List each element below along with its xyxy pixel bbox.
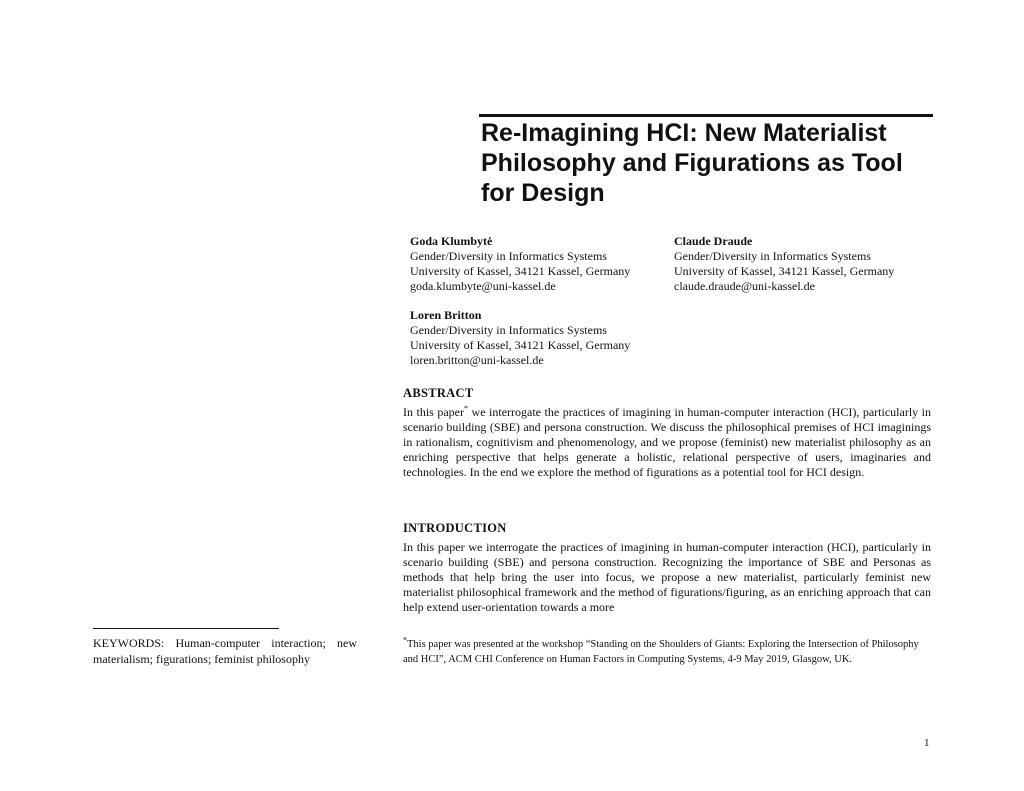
author-name: Loren Britton [410,308,482,322]
author-department: Gender/Diversity in Informatics Systems [674,249,871,263]
footnote-mark: * [403,635,407,645]
abstract-text [403,405,931,480]
abstract-text-start: In this paper [403,405,465,419]
author-affiliation: University of Kassel, 34121 Kassel, Germany [410,338,631,352]
author-department: Gender/Diversity in Informatics Systems [410,249,607,263]
author-name: Claude Draude [674,234,753,248]
keywords-rule [93,628,279,629]
footnote-text: This paper was presented at the workshop “Standing on the Shoulders of Giants: Exploring the Intersection of Philosophy and HCI”, ACM CHI Conference on Human Factors in Computing Systems, 4-9 May 2019, Glasgow, UK. [403,639,919,665]
author-email: loren.britton@uni-kassel.de [410,353,544,367]
author-name: Goda Klumbytė [410,234,493,248]
author-affiliation: University of Kassel, 34121 Kassel, Germany [410,264,631,278]
introduction-text: In this paper we interrogate the practices of imagining in human-computer interaction (HCI), particularly in scenario building (SBE) and persona construction. Recognizing the importance of SBE and Personas as methods that help bring the user into focus, we propose a new materialist, particularly feminist new materialist philosophical framework and the method of figurations/figuring, as an enriching approach that can help extend user-orientation towards a more [403,540,931,614]
abstract-text-rest: we interrogate the practices of imagining in human-computer interaction (HCI), particularly in scenario building (SBE) and persona construction. We discuss the philosophical premises of HCI imaginings in rationalism, cognitivism and phenomenology, and we propose (feminist) new materialist philosophy as an enriching perspective that helps generate a holistic, relational perspective of users, imaginaries and technologies. In the end we explore the method of figurations as a potential tool for HCI design. [403,405,932,479]
author-block-draude [674,234,894,294]
footnote [403,637,931,667]
keywords: KEYWORDS: Human-computer interaction; new materialism; figurations; feminist philosophy [93,636,357,666]
title-rule [479,114,933,117]
abstract-section [403,385,931,480]
author-affiliation: University of Kassel, 34121 Kassel, Germany [674,264,895,278]
author-block-britton [410,308,630,368]
page-number: 1 [924,737,930,749]
author-block-klumbyte [410,234,630,294]
author-department: Gender/Diversity in Informatics Systems [410,323,607,337]
paper-title: Re-Imagining HCI: New Materialist Philosophy and Figurations as Tool for Design [481,119,903,207]
footnote-mark: * [464,404,469,413]
abstract-heading: ABSTRACT [403,386,474,400]
author-email: goda.klumbyte@uni-kassel.de [410,279,556,293]
author-email: claude.draude@uni-kassel.de [674,279,815,293]
introduction-section [403,520,931,615]
introduction-heading: INTRODUCTION [403,521,507,535]
